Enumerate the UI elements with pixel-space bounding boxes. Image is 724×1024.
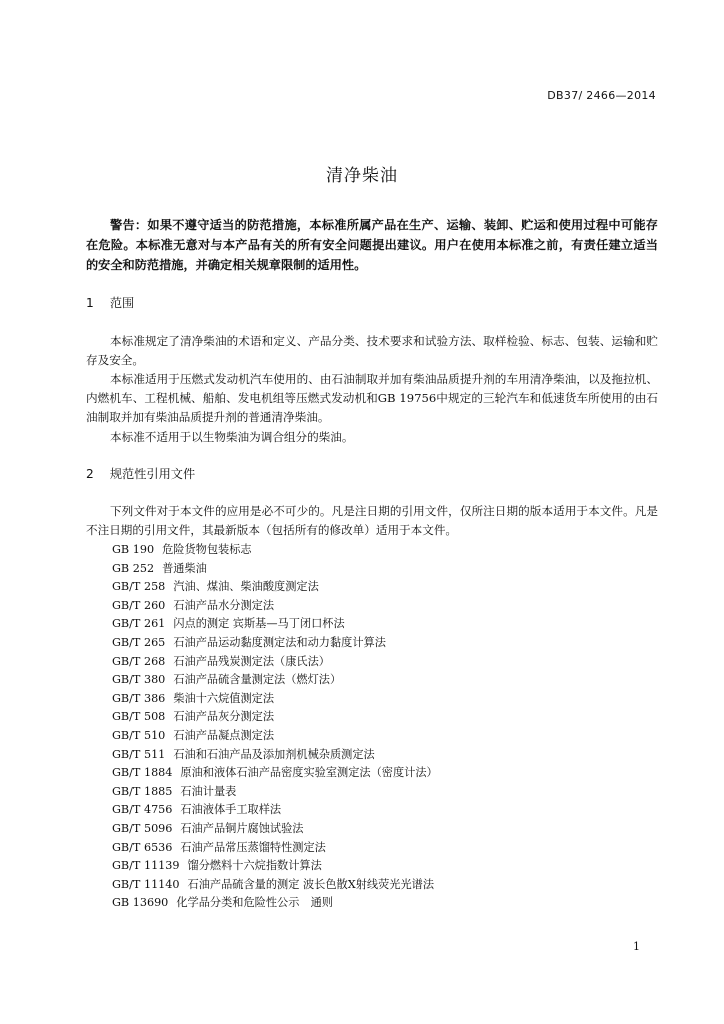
reference-item xyxy=(112,764,438,783)
reference-item xyxy=(112,820,438,839)
reference-title: 原油和液体石油产品密度实验室测定法（密度计法） xyxy=(180,766,438,780)
reference-title: 石油产品铜片腐蚀试验法 xyxy=(180,821,304,835)
reference-code: GB 252 xyxy=(112,561,155,575)
reference-title: 汽油、煤油、柴油酸度测定法 xyxy=(173,580,319,594)
reference-code: GB/T 265 xyxy=(112,635,166,649)
reference-code: GB/T 386 xyxy=(112,691,166,705)
document-title: 清净柴油 xyxy=(326,166,398,186)
reference-title: 石油产品常压蒸馏特性测定法 xyxy=(180,840,326,854)
reference-code: GB/T 1884 xyxy=(112,766,173,780)
reference-title: 馏分燃料十六烷指数计算法 xyxy=(187,859,322,873)
reference-item xyxy=(112,708,438,727)
section-2-heading xyxy=(86,464,195,484)
reference-code: GB/T 261 xyxy=(112,617,166,631)
reference-title: 石油产品水分测定法 xyxy=(173,598,275,612)
reference-item xyxy=(112,541,438,560)
reference-code: GB/T 510 xyxy=(112,728,166,742)
reference-title: 闪点的测定 宾斯基—马丁闭口杯法 xyxy=(173,617,345,631)
reference-title: 石油液体手工取样法 xyxy=(180,803,282,817)
reference-code: GB/T 268 xyxy=(112,654,166,668)
reference-item xyxy=(112,597,438,616)
reference-code: GB/T 11139 xyxy=(112,859,180,873)
reference-code: GB/T 1885 xyxy=(112,784,173,798)
reference-code: GB/T 11140 xyxy=(112,877,180,891)
page-number: 1 xyxy=(633,940,640,953)
reference-code: GB/T 5096 xyxy=(112,821,173,835)
reference-title: 石油产品硫含量测定法（燃灯法） xyxy=(173,673,342,687)
reference-item xyxy=(112,727,438,746)
reference-title: 石油产品硫含量的测定 波长色散X射线荧光光谱法 xyxy=(187,877,435,891)
reference-code: GB/T 380 xyxy=(112,673,166,687)
section-1-number: 1 xyxy=(86,296,94,310)
reference-title: 石油产品灰分测定法 xyxy=(173,710,275,724)
reference-code: GB/T 4756 xyxy=(112,803,173,817)
reference-list xyxy=(112,541,438,913)
reference-code: GB 13690 xyxy=(112,896,169,910)
reference-code: GB/T 508 xyxy=(112,710,166,724)
reference-title: 危险货物包装标志 xyxy=(162,543,252,556)
reference-title: 柴油十六烷值测定法 xyxy=(173,691,275,705)
reference-title: 石油产品凝点测定法 xyxy=(173,728,275,742)
warning-paragraph: 警告：如果不遵守适当的防范措施，本标准所属产品在生产、运输、装卸、贮运和使用过程中可能存在危险。本标准无意对与本产品有关的所有安全问题提出建议。用户在使用本标准之前，有责任建立适当的安全和防范措施，并确定相关规章限制的适用性。 xyxy=(86,218,658,272)
standard-code: DB37/ 2466—2014 xyxy=(547,89,656,102)
section-1-paragraph: 本标准规定了清净柴油的术语和定义、产品分类、技术要求和试验方法、取样检验、标志、包装、运输和贮存及安全。 xyxy=(86,334,658,367)
reference-title: 化学品分类和危险性公示 通则 xyxy=(176,896,333,910)
reference-code: GB/T 258 xyxy=(112,580,166,594)
section-1-heading xyxy=(86,293,134,313)
section-2-intro: 下列文件对于本文件的应用是必不可少的。凡是注日期的引用文件，仅所注日期的版本适用于本文件。凡是不注日期的引用文件，其最新版本（包括所有的修改单）适用于本文件。 xyxy=(86,504,658,537)
reference-item xyxy=(112,671,438,690)
reference-item xyxy=(112,634,438,653)
reference-item xyxy=(112,894,438,913)
reference-title: 普通柴油 xyxy=(162,561,207,575)
reference-title: 石油计量表 xyxy=(180,784,237,798)
reference-item xyxy=(112,876,438,895)
reference-item xyxy=(112,746,438,765)
reference-title: 石油产品运动黏度测定法和动力黏度计算法 xyxy=(173,635,386,649)
reference-code: GB/T 6536 xyxy=(112,840,173,854)
section-1-title: 范围 xyxy=(109,296,135,310)
reference-item xyxy=(112,839,438,858)
reference-item xyxy=(112,857,438,876)
reference-item xyxy=(112,690,438,709)
reference-title: 石油和石油产品及添加剂机械杂质测定法 xyxy=(173,747,375,761)
reference-item xyxy=(112,783,438,802)
reference-code: GB/T 511 xyxy=(112,747,166,761)
section-1-paragraph: 本标准适用于压燃式发动机汽车使用的、由石油制取并加有柴油品质提升剂的车用清净柴油，以及拖拉机、内燃机车、工程机械、船舶、发电机组等压燃式发动机和GB 19756中规定的三轮汽车和低速货车所使用的由石油制取并加有柴油品质提升剂的普通清净柴油。 xyxy=(86,372,658,424)
reference-title: 石油产品残炭测定法（康氏法） xyxy=(173,654,330,668)
section-1-paragraph: 本标准不适用于以生物柴油为调合组分的柴油。 xyxy=(110,430,354,444)
reference-item xyxy=(112,615,438,634)
reference-code: GB/T 260 xyxy=(112,598,166,612)
reference-code: GB 190 xyxy=(112,543,155,556)
reference-item xyxy=(112,801,438,820)
reference-item xyxy=(112,578,438,597)
reference-item xyxy=(112,653,438,672)
reference-item xyxy=(112,560,438,579)
section-2-number: 2 xyxy=(86,467,94,481)
section-2-title: 规范性引用文件 xyxy=(109,467,196,481)
